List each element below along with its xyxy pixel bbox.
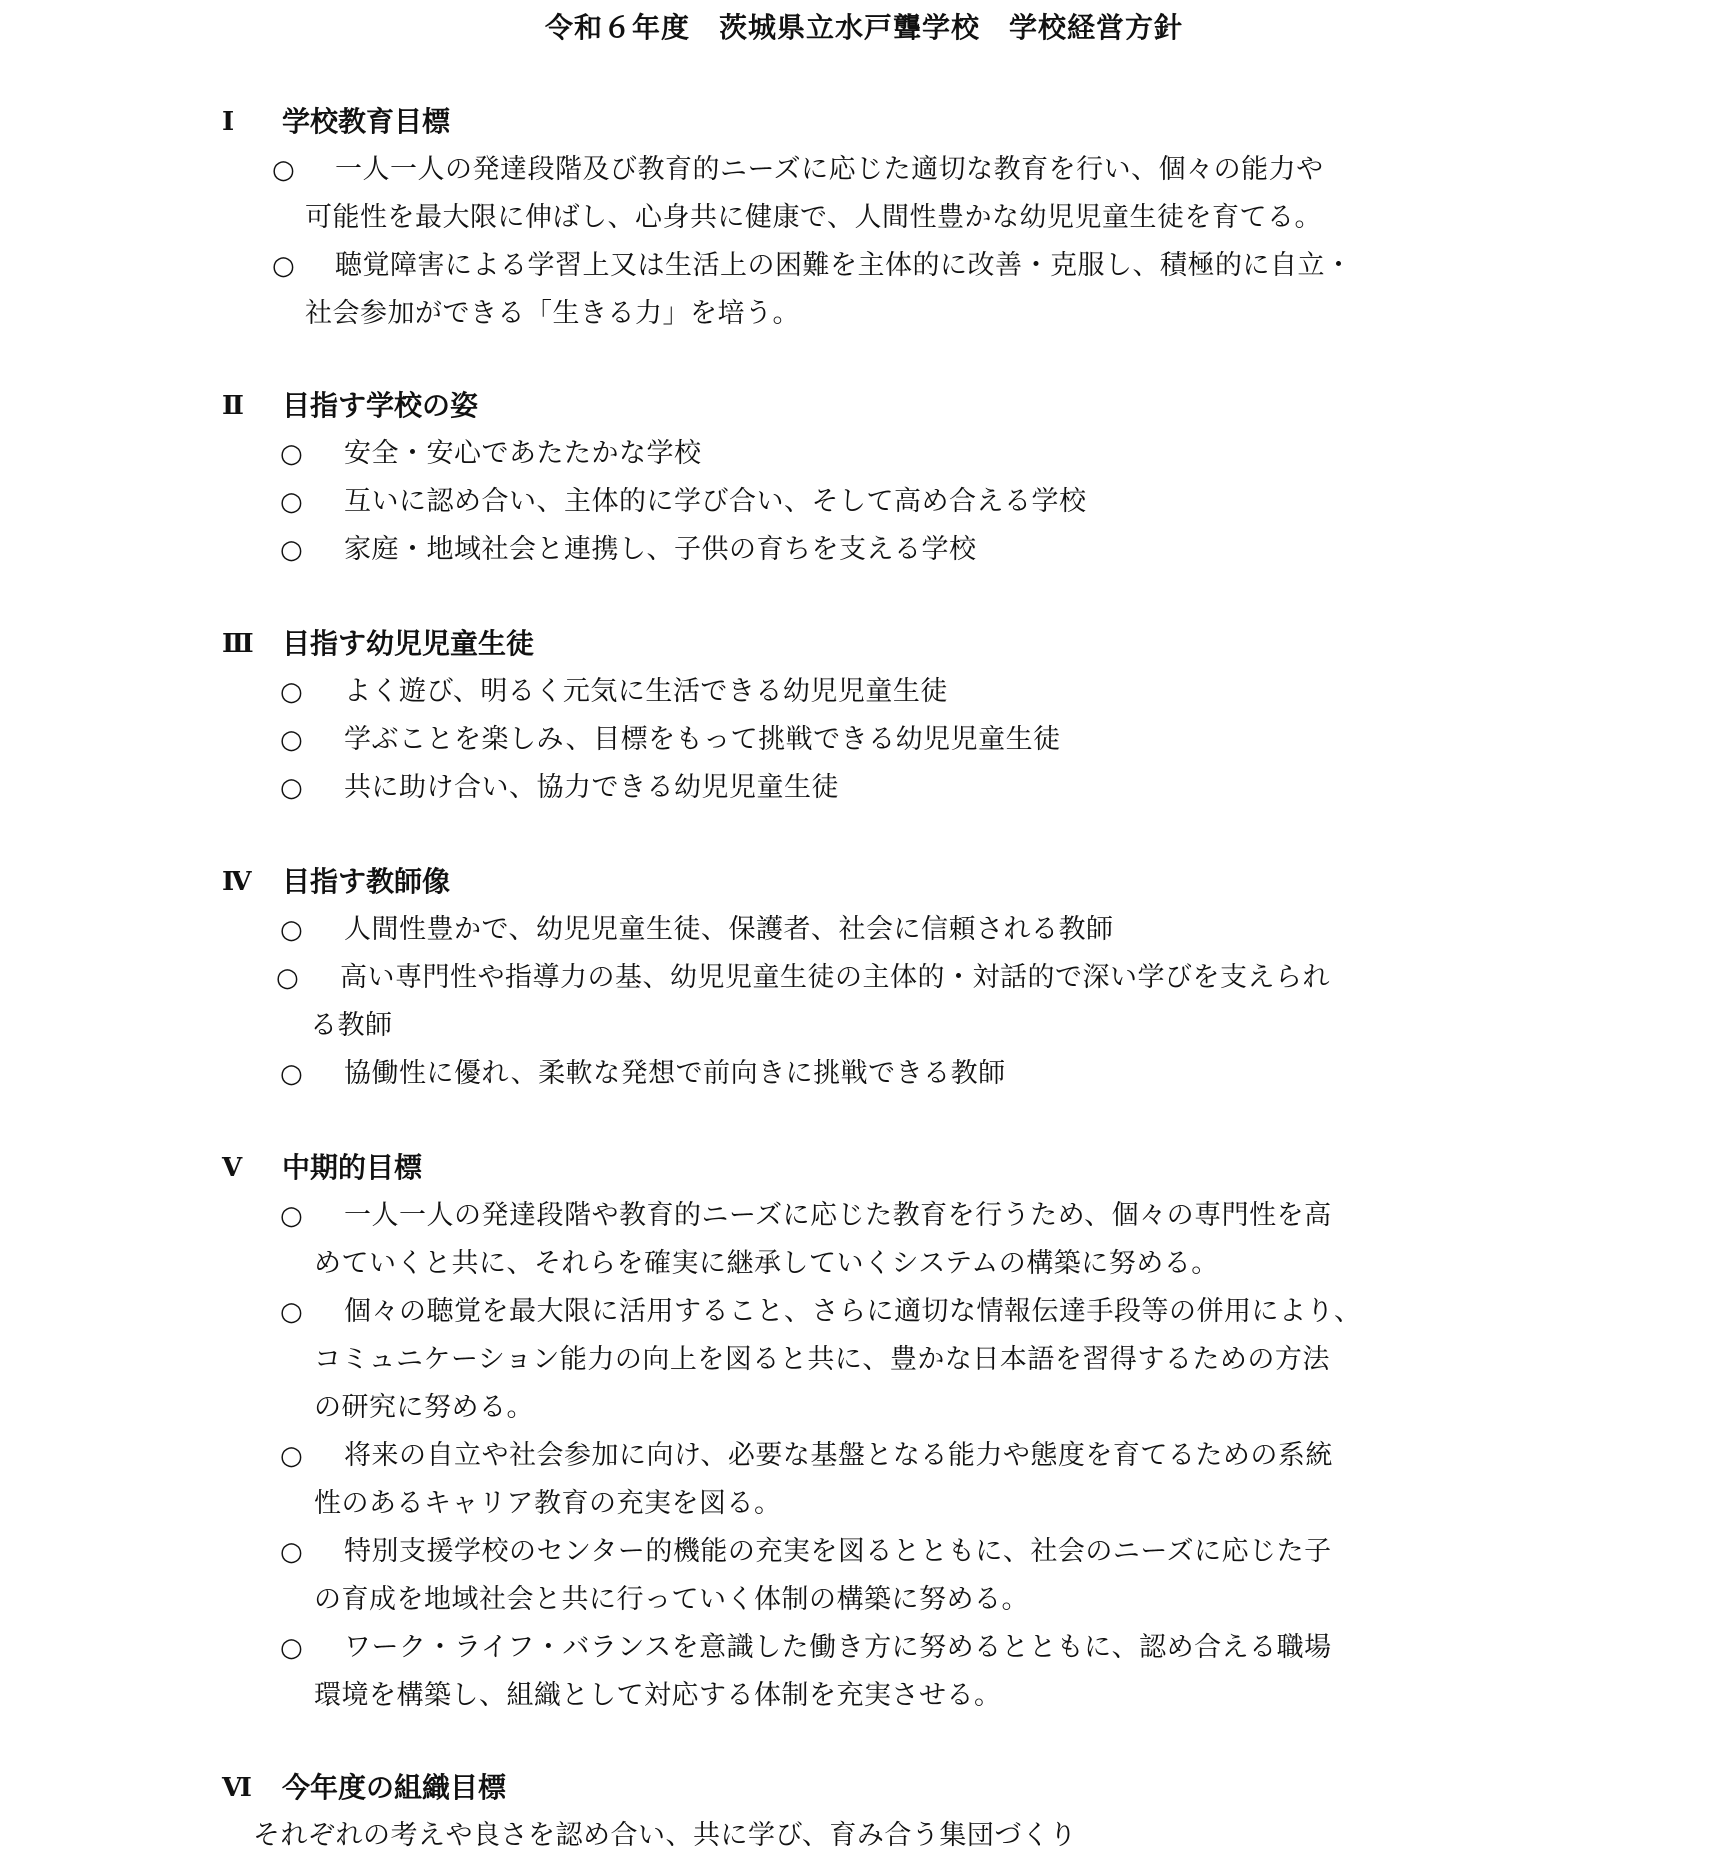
section-number: Ⅱ — [222, 391, 244, 421]
list-item — [0, 1528, 1728, 1624]
section-title: 学校教育目標 — [282, 105, 451, 138]
item-text-line: の育成を地域社会と共に行っていく体制の構築に努める。 — [314, 1584, 1029, 1615]
section-title: 中期的目標 — [282, 1151, 423, 1184]
circle-bullet: ○ — [280, 487, 303, 517]
section-title: 今年度の組織目標 — [282, 1771, 507, 1804]
list-item — [0, 1288, 1728, 1432]
list-item — [0, 478, 1728, 526]
section-title: 目指す学校の姿 — [282, 389, 479, 422]
section-number: Ⅵ — [222, 1773, 252, 1803]
section-school-education-goals — [0, 98, 1728, 338]
circle-bullet: ○ — [280, 535, 303, 565]
section-heading — [0, 382, 1728, 430]
item-text-line: 性のあるキャリア教育の充実を図る。 — [314, 1488, 782, 1519]
circle-bullet: ○ — [280, 677, 303, 707]
list-item — [0, 430, 1728, 478]
circle-bullet: ○ — [280, 725, 303, 755]
section-title: 目指す幼児児童生徒 — [282, 627, 535, 660]
section-heading — [0, 1764, 1728, 1812]
item-text-line: コミュニケーション能力の向上を図ると共に、豊かな日本語を習得するための方法 — [314, 1344, 1330, 1375]
list-item — [0, 1624, 1728, 1720]
list-item — [0, 1050, 1728, 1098]
item-text-line: 高い専門性や指導力の基、幼児児童生徒の主体的・対話的で深い学びを支えられ — [340, 962, 1330, 993]
circle-bullet: ○ — [280, 1441, 303, 1471]
circle-bullet: ○ — [272, 155, 295, 185]
list-item — [0, 668, 1728, 716]
section-organization-goal — [0, 1764, 1728, 1860]
section-ideal-teacher — [0, 858, 1728, 1098]
section-number: Ⅳ — [222, 867, 252, 897]
section-number: Ⅰ — [222, 107, 235, 137]
item-text-line: の研究に努める。 — [314, 1392, 534, 1423]
item-text-line: 一人一人の発達段階及び教育的ニーズに応じた適切な教育を行い、個々の能力や — [335, 154, 1324, 185]
list-item — [0, 906, 1728, 954]
item-text-line: 人間性豊かで、幼児児童生徒、保護者、社会に信頼される教師 — [344, 914, 1114, 945]
section-title: 目指す教師像 — [282, 865, 451, 898]
circle-bullet: ○ — [280, 1201, 303, 1231]
list-item — [0, 1192, 1728, 1288]
section-ideal-school — [0, 382, 1728, 574]
organization-goal-text: それぞれの考えや良さを認め合い、共に学び、育み合う集団づくり — [253, 1820, 1077, 1851]
item-text-line: 将来の自立や社会参加に向け、必要な基盤となる能力や態度を育てるための系統 — [344, 1440, 1333, 1471]
list-item — [0, 526, 1728, 574]
item-text-line: ワーク・ライフ・バランスを意識した働き方に努めるとともに、認め合える職場 — [344, 1632, 1332, 1663]
list-item — [0, 1432, 1728, 1528]
section-heading — [0, 858, 1728, 906]
list-item — [0, 954, 1728, 1050]
item-text-line: 家庭・地域社会と連携し、子供の育ちを支える学校 — [344, 534, 977, 565]
section-number: Ⅴ — [222, 1153, 243, 1183]
item-text-line: 共に助け合い、協力できる幼児児童生徒 — [344, 772, 839, 803]
list-item — [0, 716, 1728, 764]
list-item — [0, 764, 1728, 812]
section-medium-term-goals — [0, 1144, 1728, 1720]
section-heading — [0, 1144, 1728, 1192]
circle-bullet: ○ — [280, 1297, 303, 1327]
circle-bullet: ○ — [280, 773, 303, 803]
list-item — [0, 146, 1728, 242]
section-ideal-students — [0, 620, 1728, 812]
item-text-line: 一人一人の発達段階や教育的ニーズに応じた教育を行うため、個々の専門性を高 — [344, 1200, 1332, 1231]
circle-bullet: ○ — [280, 439, 303, 469]
circle-bullet: ○ — [276, 963, 299, 993]
circle-bullet: ○ — [280, 915, 303, 945]
section-heading — [0, 98, 1728, 146]
item-text-line: 互いに認め合い、主体的に学び合い、そして高め合える学校 — [344, 486, 1087, 517]
circle-bullet: ○ — [280, 1537, 303, 1567]
item-text-line: 安全・安心であたたかな学校 — [344, 438, 702, 469]
circle-bullet: ○ — [280, 1059, 303, 1089]
item-text-line: めていくと共に、それらを確実に継承していくシステムの構築に努める。 — [314, 1248, 1219, 1279]
list-item — [0, 242, 1728, 338]
item-text-line: よく遊び、明るく元気に生活できる幼児児童生徒 — [344, 676, 948, 707]
section-number: Ⅲ — [222, 629, 254, 659]
item-text-line: 聴覚障害による学習上又は生活上の困難を主体的に改善・克服し、積極的に自立・ — [335, 250, 1353, 281]
document-title: 令和６年度 茨城県立水戸聾学校 学校経営方針 — [544, 11, 1183, 44]
item-text-line: 学ぶことを楽しみ、目標をもって挑戦できる幼児児童生徒 — [344, 724, 1061, 755]
circle-bullet: ○ — [280, 1633, 303, 1663]
item-text-line: 社会参加ができる「生きる力」を培う。 — [305, 298, 800, 329]
item-text-line: 特別支援学校のセンター的機能の充実を図るとともに、社会のニーズに応じた子 — [344, 1536, 1332, 1567]
item-text-line: る教師 — [310, 1010, 393, 1041]
circle-bullet: ○ — [272, 251, 295, 281]
item-text-line: 可能性を最大限に伸ばし、心身共に健康で、人間性豊かな幼児児童生徒を育てる。 — [305, 202, 1322, 233]
section-heading — [0, 620, 1728, 668]
item-text-line: 環境を構築し、組織として対応する体制を充実させる。 — [314, 1680, 1002, 1711]
item-text-line: 協働性に優れ、柔軟な発想で前向きに挑戦できる教師 — [344, 1058, 1006, 1089]
item-text-line: 個々の聴覚を最大限に活用すること、さらに適切な情報伝達手段等の併用により、 — [344, 1296, 1362, 1327]
